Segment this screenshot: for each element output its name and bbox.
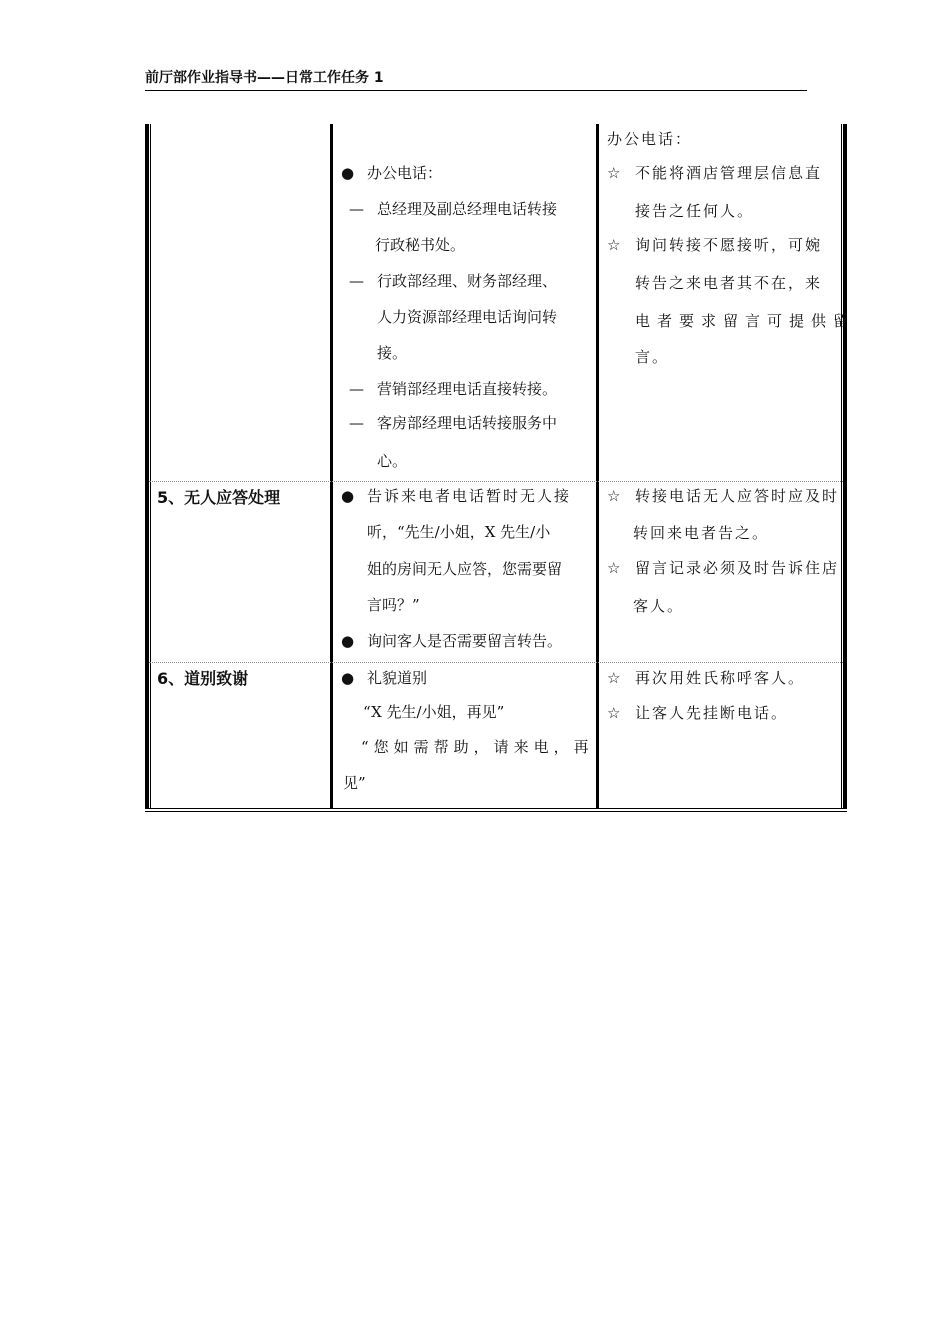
dash-icon: — — [349, 200, 364, 218]
note-continuation: 电者要求留言可提供留 — [635, 312, 856, 330]
procedure-table — [145, 124, 856, 812]
list-item: — 总经理及副总经理电话转接 — [349, 200, 558, 218]
note-continuation: 客人。 — [633, 597, 685, 615]
star-icon: ☆ — [607, 236, 623, 254]
note-item: ☆ 不能将酒店管理层信息直 — [607, 164, 823, 182]
note-item: ☆ 留言记录必须及时告诉住店 — [607, 559, 840, 577]
row-separator — [149, 662, 843, 663]
note-item: ☆ 询问转接不愿接听，可婉 — [607, 236, 823, 254]
list-item: — 行政部经理、财务部经理、 — [349, 272, 558, 290]
list-item-continuation: 言吗？” — [367, 596, 420, 614]
list-item: ● 礼貌道别 — [341, 669, 428, 687]
list-item: — 营销部经理电话直接转接。 — [349, 380, 558, 398]
dash-icon: — — [349, 380, 364, 398]
column-divider-2 — [596, 124, 599, 808]
step-label: 5、无人应答处理 — [157, 488, 281, 507]
bullet-icon: ● — [341, 164, 355, 182]
star-icon: ☆ — [607, 559, 623, 577]
list-item: — 客房部经理电话转接服务中 — [349, 414, 558, 432]
list-item-continuation: 人力资源部经理电话询问转 — [377, 308, 558, 326]
row-separator — [149, 481, 843, 482]
note-item: ☆ 转接电话无人应答时应及时 — [607, 487, 840, 505]
bullet-icon: ● — [341, 669, 355, 687]
quote-line: “X 先生/小姐，再见” — [363, 703, 505, 721]
quote-line: “您如需帮助，请来电，再 — [361, 738, 594, 756]
quote-line: 见” — [343, 774, 366, 792]
list-item-continuation: 心。 — [377, 452, 408, 470]
list-item: ● 办公电话： — [341, 164, 443, 182]
list-item: ● 询问客人是否需要留言转告。 — [341, 632, 563, 650]
star-icon: ☆ — [607, 164, 623, 182]
note-continuation: 接告之任何人。 — [635, 202, 755, 220]
bullet-icon: ● — [341, 632, 355, 650]
dash-icon: — — [349, 414, 364, 432]
note-title: 办公电话： — [607, 130, 693, 148]
document-header: 前厅部作业指导书——日常工作任务 1 — [145, 66, 807, 91]
note-continuation: 言。 — [635, 348, 670, 366]
list-item: ● 告诉来电者电话暂时无人接 — [341, 487, 572, 505]
note-continuation: 转回来电者告之。 — [633, 524, 770, 542]
list-item-continuation: 姐的房间无人应答，您需要留 — [367, 560, 563, 578]
note-continuation: 转告之来电者其不在，来 — [635, 274, 823, 292]
table-border-left — [145, 124, 150, 808]
step-label: 6、道别致谢 — [157, 669, 249, 688]
list-item-continuation: 接。 — [377, 344, 408, 362]
note-item: ☆ 再次用姓氏称呼客人。 — [607, 669, 806, 687]
star-icon: ☆ — [607, 704, 623, 722]
dash-icon: — — [349, 272, 364, 290]
list-item-continuation: 行政秘书处。 — [375, 236, 466, 254]
bullet-icon: ● — [341, 487, 357, 505]
star-icon: ☆ — [607, 487, 623, 505]
list-item-continuation: 听，“先生/小姐，X 先生/小 — [367, 523, 551, 541]
table-border-right — [842, 124, 847, 808]
star-icon: ☆ — [607, 669, 623, 687]
column-divider-1 — [330, 124, 333, 808]
note-item: ☆ 让客人先挂断电话。 — [607, 704, 789, 722]
